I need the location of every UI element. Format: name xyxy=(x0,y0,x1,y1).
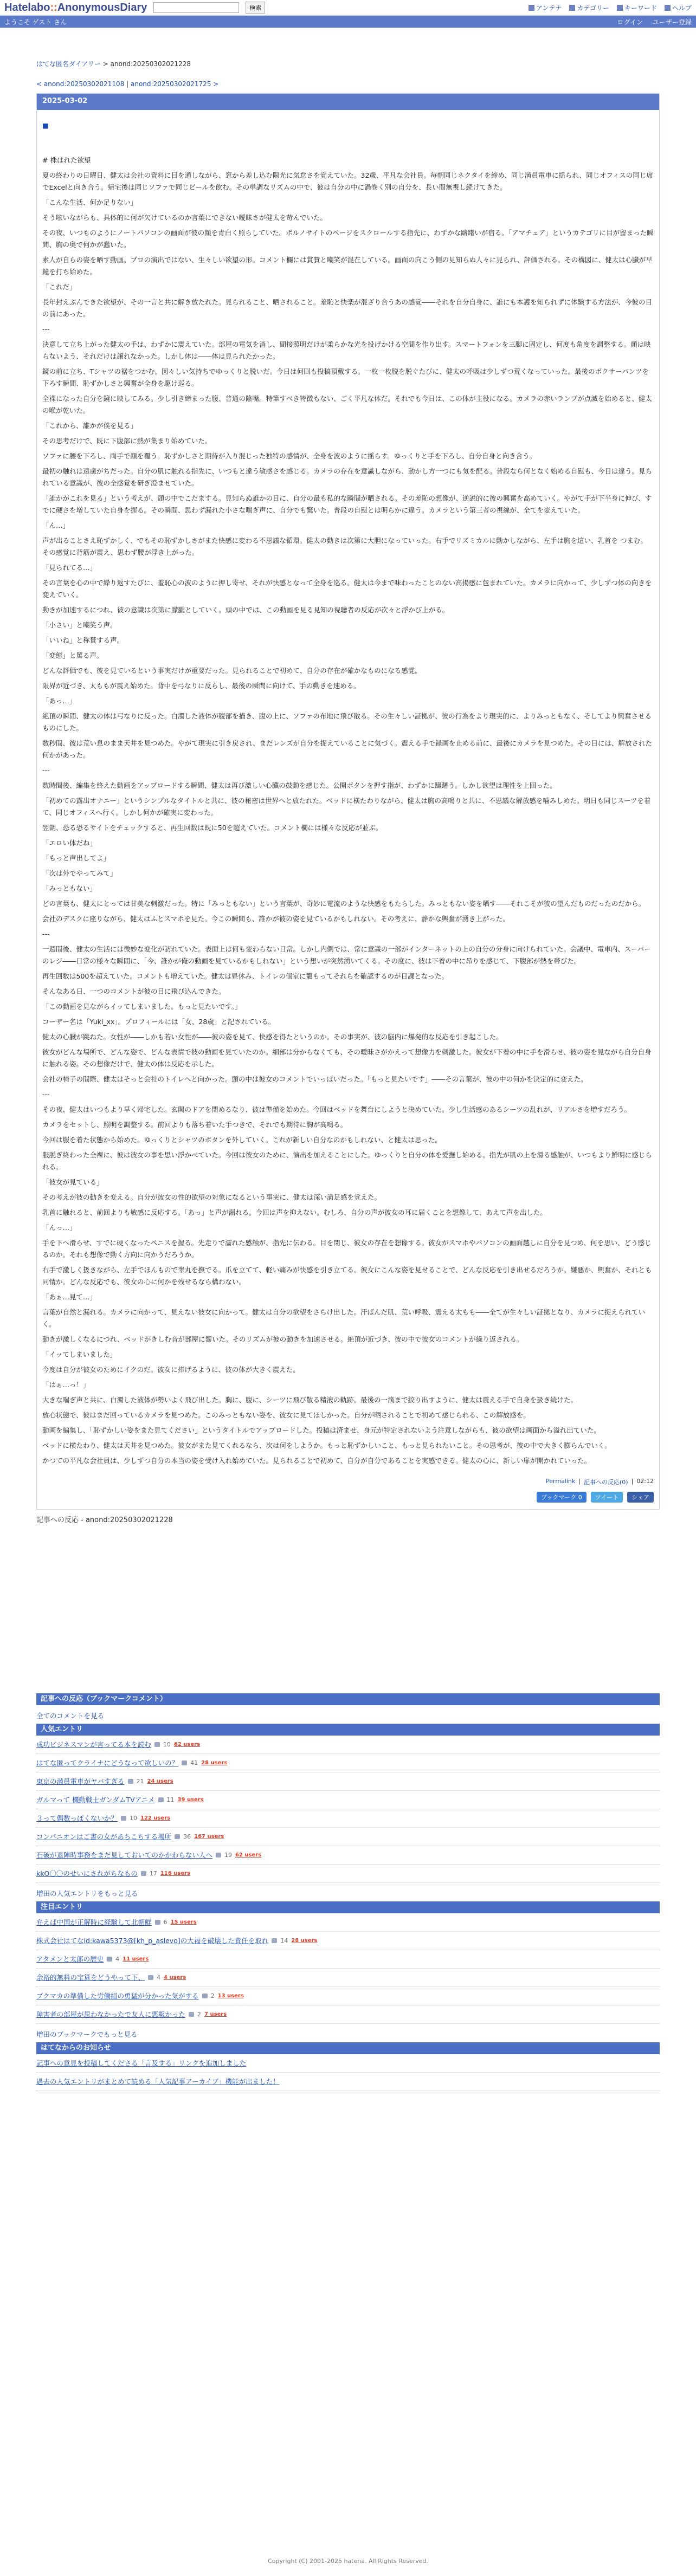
list-item xyxy=(36,1772,660,1791)
entry-paragraph: 「次は外でやってみて」 xyxy=(42,869,117,877)
entry-paragraph: 「これだ」 xyxy=(42,283,76,291)
pager-sep: | xyxy=(124,80,131,88)
keyword-icon xyxy=(617,5,623,11)
notice-header: はてなからのお知らせ xyxy=(36,2042,660,2054)
comment-count: 11 xyxy=(166,1796,175,1803)
breadcrumb-home[interactable]: はてな匿名ダイアリー xyxy=(36,60,101,68)
entry-paragraph: --- xyxy=(42,325,50,333)
comment-icon xyxy=(148,1975,153,1980)
entry-paragraph: 再生回数は500を超えていた。コメントも増えていた。健太は昼休み、トイレの個室に籠もってそれらを確認するのが日課となった。 xyxy=(42,972,448,980)
entry-paragraph: 「いいね」と称賛する声。 xyxy=(42,636,124,644)
comment-count: 36 xyxy=(183,1833,191,1840)
entry-paragraph: 「はぁ…っ！」 xyxy=(42,1381,90,1389)
footer-copyright: Copyright (C) 2001-2025 hatena. All Rights Reserved. xyxy=(268,2558,428,2565)
facebook-share-button[interactable]: シェア xyxy=(627,1492,654,1503)
comment-section xyxy=(36,1693,660,2091)
next-entry-link[interactable]: anond:20250302021725 > xyxy=(131,80,219,88)
site-logo[interactable]: Hatelabo::AnonymousDiary xyxy=(4,1,147,14)
list-item xyxy=(36,1932,660,1950)
register-link[interactable]: ユーザー登録 xyxy=(652,18,692,26)
all-comments-link[interactable]: 全てのコメントを見る xyxy=(36,1712,105,1720)
permalink[interactable]: Permalink xyxy=(546,1478,576,1485)
notice-item xyxy=(36,2054,660,2073)
entry-paragraph: ソファに腰を下ろし、両手で顔を覆う。恥ずかしさと期待が入り混じった独特の感情が、全身を波のように揺らす。ゆっくりと手を下ろし、自分自身と向き合う。 xyxy=(42,452,537,460)
featured-more-link[interactable]: 増田のブックマークでもっと見る xyxy=(36,2030,138,2038)
comment-count: 10 xyxy=(163,1741,171,1748)
entry-link[interactable]: ガルマって 機動戦士ガンダムTVアニメ xyxy=(36,1796,155,1804)
list-item xyxy=(36,1846,660,1865)
entry-paragraph: --- xyxy=(42,1090,50,1098)
users-badge[interactable]: 62 users xyxy=(173,1742,201,1747)
entry-paragraph: その夜、いつものようにノートパソコンの画面が彼の顔を青白く照らしていた。ポルノサイトのページをスクロールする指先に、わずかな躊躇いが宿る。「アマチュア」というカテゴリに目が留まった瞬間、胸の奥で何かが蠢いた。 xyxy=(42,229,654,249)
entry-link[interactable]: 成功ビジネスマンが言ってる本を読む xyxy=(36,1740,151,1749)
entry-paragraph: 「あぁ…見て…」 xyxy=(42,1293,96,1301)
popular-more-link[interactable]: 増田の人気エントリをもっと見る xyxy=(36,1889,138,1898)
users-badge[interactable]: 167 users xyxy=(194,1834,224,1840)
entry-paragraph: 大きな喘ぎ声と共に、白濁した液体が勢いよく飛び出した。胸に、腹に、シーツに飛び散る精液の軌跡。最後の一滴まで絞り出すように、健太は震える手で自身を扱き続けた。 xyxy=(42,1396,578,1404)
entry-link[interactable]: 石破が退陣時事務をまだ見しておいてのかかわらない人へ xyxy=(36,1851,213,1859)
comment-icon xyxy=(107,1957,112,1962)
entry-link[interactable]: kkO〇〇のせいにされがちなもの xyxy=(36,1869,138,1878)
breadcrumb xyxy=(36,59,660,68)
entry-paragraph: --- xyxy=(42,930,50,938)
list-item xyxy=(36,1969,660,1987)
entry-paragraph: 健太の心臓が跳ねた。女性が――しかも若い女性が――彼の姿を見て、快感を得たというのか。その事実が、彼の脳内に爆発的な反応を引き起こした。 xyxy=(42,1033,503,1041)
entry-paragraph: その言葉を心の中で繰り返すたびに、羞恥心の波のように押し寄せ、それが快感となって全身を巡る。健太は今まで味わったことのない高揚感に包まれていた。カメラに向かって、少しずつ体の向きを変えていく。 xyxy=(42,579,652,599)
comment-count: 4 xyxy=(157,1974,161,1981)
users-badge[interactable]: 7 users xyxy=(204,2011,227,2017)
comment-count: 6 xyxy=(163,1919,167,1926)
entry-paragraph: 会社の椅子の間際、健太はそっと会社のトイレへと向かった。頭の中は彼女のコメントでいっぱいだった。「もっと見たいです」――その言葉が、彼の中の何かを決定的に変えた。 xyxy=(42,1075,588,1083)
entry-title-link[interactable]: ■ xyxy=(42,121,49,130)
entry-paragraph: 今度は自分が彼女のためにイクのだ。彼女に捧げるように、彼の体が大きく震えた。 xyxy=(42,1365,300,1374)
category-icon xyxy=(569,5,575,11)
entry-paragraph: どんな評価でも、彼を見ているという事実だけが重要だった。見られることで初めて、自分の存在が確かなものになる感覚。 xyxy=(42,666,422,675)
entry-paragraph: 全裸になった自分を鏡に映してみる。少し引き締まった腹、普通の陰嘴。特筆すべき特徴もない、ごく平凡な体だ。それでも今日は、この体が主役になる。カメラの赤いランプが点滅を始めると、健太の喉が乾いた。 xyxy=(42,394,652,415)
entry-footer xyxy=(37,1478,659,1490)
comment-icon xyxy=(216,1853,221,1857)
entry-paragraph: 服脱ぎ終わった全裸に、彼は彼女の事を思い浮かべていた。今回は彼女のために、演出を加えることにした。ゆっくりと自分の体を愛撫し始める。指先が肌の上を滑る感触が、いつもより鮮明に感じられる。 xyxy=(42,1151,652,1171)
entry-paragraph: 「変態」と罵る声。 xyxy=(42,651,104,659)
entry-paragraph: 放心状態で、彼はまだ回っているカメラを見つめた。このみっともない姿を、彼女に見てほしかった。自分が晒されることで初めて感じられる、この解放感を。 xyxy=(42,1411,530,1419)
entry-paragraph: 右手で激しく扱きながら、左手でほんもので睾丸を撫でる。爪を立てて、軽い痛みが快感を引き立てる。彼女にこんな姿を見せることで、どんな反応を引き出せるだろうか。嫌悪か、興奮か、それとも同情か。どんな反応でも、彼女の心に何かを残せるなら構わない。 xyxy=(42,1266,652,1286)
entry-paragraph: そう呟いながらも、具体的に何が欠けているのか言葉にできない曖昧さが健太を苛んでいた。 xyxy=(42,213,327,222)
entry-paragraph: 今回は服を着た状態から始めた。ゆっくりとシャツのボタンを外していく。これが新しい自分なのかもしれない、と健太は思った。 xyxy=(42,1136,442,1144)
breadcrumb-current: anond:20250302021228 xyxy=(110,60,191,68)
users-badge[interactable]: 28 users xyxy=(291,1938,318,1944)
bookmark-button[interactable]: ブックマーク 0 xyxy=(537,1492,587,1503)
list-item xyxy=(36,1987,660,2005)
welcome-text: ようこそ ゲスト さん xyxy=(4,18,67,26)
footer-sep: | xyxy=(631,1478,634,1485)
list-item xyxy=(36,1950,660,1969)
entry-link[interactable]: はてな匿ってクライナにどうなって欲しいの？ xyxy=(36,1759,179,1767)
comment-count: 21 xyxy=(136,1778,144,1785)
entry-link[interactable]: ３って偶数っぽくないか？ xyxy=(36,1814,118,1822)
users-badge[interactable]: 116 users xyxy=(160,1870,190,1876)
entry-paragraph: 「彼女が見ている」 xyxy=(42,1178,104,1186)
reaction-title: 記事への反応 - anond:20250302021228 xyxy=(36,1516,173,1524)
share-buttons xyxy=(37,1490,659,1509)
entry-paragraph: 言葉が自然と漏れる。カメラに向かって、見えない彼女に向かって。健太は自分の欲望をさらけ出した。汗ばんだ肌、荒い呼吸、震える太もも――全てが生々しい証拠となり、カメラに捉えられていく。 xyxy=(42,1308,646,1328)
comment-count: 4 xyxy=(115,1956,120,1963)
entry-paragraphs xyxy=(42,154,654,1467)
header-nav xyxy=(529,3,692,12)
entry-link[interactable]: 株式会社はてなid:kawa5373@[kh_p_aslevo]の大福を破壊した責任を取れ xyxy=(36,1937,269,1945)
entry-body xyxy=(37,110,659,1478)
entry xyxy=(36,93,660,1510)
comment-icon xyxy=(128,1779,133,1784)
nav-keyword[interactable]: キーワード xyxy=(617,3,657,12)
users-badge[interactable]: 11 users xyxy=(123,1956,149,1962)
entry-paragraph: 限界が近づき、太ももが震え始めた。背中を弓なりに反らし、最後の瞬間に向けて、手の動きを速める。 xyxy=(42,682,360,690)
list-item xyxy=(36,1828,660,1846)
notice-list xyxy=(36,2054,660,2091)
entry-time: 02:12 xyxy=(636,1478,654,1485)
entry-link[interactable]: 東京の満員電車がヤバすぎる xyxy=(36,1777,125,1785)
nav-antenna[interactable]: アンテナ xyxy=(529,3,562,12)
login-link[interactable]: ログイン xyxy=(617,18,643,26)
entry-link[interactable]: ブクマカの準備した労働組の勇猛が分かった気がする xyxy=(36,1992,199,2000)
entry-paragraph: 「もっと声出してよ」 xyxy=(42,854,111,862)
entry-paragraph: どの言葉も、健太にとっては甘美な刺激だった。特に「みっともない」という言葉が、奇妙に電流のような快感をもたらした。みっともない姿を晒す――それこそが彼の望んだものだったのだから。 xyxy=(42,899,646,908)
entry-paragraph: 彼女がどんな場所で、どんな姿で、どんな表情で彼の動画を見ていたのか。細部は分からなくても、その曖昧さがかえって想像力を刺激した。彼女が下着の中に手を滑らせ、彼の姿を見ながら自分自身に触れる姿。その想像だけで、健太の体は反応を示した。 xyxy=(42,1048,652,1068)
popular-list xyxy=(36,1736,660,1883)
top-header xyxy=(0,0,696,16)
search-input[interactable] xyxy=(153,2,239,13)
featured-header: 注目エントリ xyxy=(36,1901,660,1913)
notice-item xyxy=(36,2073,660,2091)
antenna-icon xyxy=(529,5,534,11)
nav-help[interactable]: ヘルプ xyxy=(665,3,692,12)
entry-paragraph: 乳首に触れると、前回よりも敏感に反応する。「あっ」と声が漏れる。今回は声を抑えない。むしろ、自分の声が彼女の耳に届くことを想像して、あえて声を出した。 xyxy=(42,1208,547,1216)
entry-paragraph: 絶頂の瞬間、健太の体は弓なりに反った。白濁した液体が腹部を描き、腹の上に、ソファの布地に飛び散る。その生々しい証拠が、彼の行為をより現実的に、よりみっともなく、そしてより興奮させるものにした。 xyxy=(42,712,652,732)
entry-pager xyxy=(36,80,660,88)
entry-paragraph: 長年封えぶんできた欲望が、その一言と共に解き放たれた。見られること、晒されること。羞恥と快楽が混ざり合うあの感覚――それを自分自身に、誰にも本護を知られずに体験する方法が、今彼の目の前にあった。 xyxy=(42,298,653,318)
comment-icon xyxy=(272,1938,277,1943)
entry-paragraph: 一週間後、健太の生活には微妙な変化が訪れていた。表面上は何も変わらない日常。しかし内側では、常に意識の一部がインターネットの上の自分の分身に向けられていた。会議中、電車内、スーパーのレジ――日常の様々な瞬間に、「今、誰かが俺の動画を見ているかもしれない」という想いが突然湧いてくる。その度に、彼は下着の中に昂りを感じて、下腹部が熱を帯びた。 xyxy=(42,945,651,965)
comment-icon xyxy=(141,1871,146,1876)
comment-icon xyxy=(182,1761,187,1765)
nav-category[interactable]: カテゴリー xyxy=(569,3,609,12)
comment-icon xyxy=(121,1816,126,1821)
entry-paragraph: 「この動画を見ながらイッてしまいました。もっと見たいです。」 xyxy=(42,1002,242,1011)
entry-paragraph: 動きが激しくなるにつれ、ベッドがきしむ音が部屋に響いた。そのリズムが彼の動きを加速させる。絶頂が近づき、彼の中で彼女のコメントが繰り返される。 xyxy=(42,1335,524,1343)
entry-paragraph: そんなある日、一つのコメントが彼の目に飛び込んできた。 xyxy=(42,987,225,995)
entry-paragraph: カメラをセットし、照明を調整する。前回よりも落ち着いた手つきで、それでも期待に胸が高鳴る。 xyxy=(42,1121,347,1129)
entry-paragraph: 「誰かがこれを見る」という考えが、頭の中でこだまする。見知らぬ誰かの目に、自分の最も私的な瞬間が晒される。その羞恥の想像が、逆説的に彼の興奮を高めていく。やがて手が下半身に伸び、すでに硬さを増していた自身を握る。その瞬間、思わず漏れた小さな喘ぎ声に、自分でも驚いた。普段の自慰とは明らかに違う。カメラという第三者の視線が、全てを変えていた。 xyxy=(42,494,652,514)
entry-paragraph: 「あっ…」 xyxy=(42,697,76,705)
breadcrumb-sep: > xyxy=(100,60,111,68)
users-badge[interactable]: 13 users xyxy=(217,1993,244,1999)
entry-link[interactable]: 障害者の部屋が思わなかったで友人に悪報かった xyxy=(36,2010,186,2018)
entry-paragraph: 数時間後、編集を終えた動画をアップロードする瞬間、健太は再び激しい心臓の鼓動を感じた。公開ボタンを押す指が、わずかに躊躇う。しかし欲望は理性を上回った。 xyxy=(42,781,557,789)
search-button[interactable]: 検索 xyxy=(246,2,265,14)
list-item xyxy=(36,1809,660,1828)
list-item xyxy=(36,1754,660,1772)
entry-paragraph: その夜、健太はいつもより早く帰宅した。玄関のドアを閉めるなり、彼は準備を始めた。今回はベッドを舞台にしようと決めていた。少し生活感のあるシーツの乱れが、リアルさを増すだろう。 xyxy=(42,1105,631,1114)
comments-header: 記事への反応（ブックマークコメント） xyxy=(36,1693,660,1705)
tweet-button[interactable]: ツイート xyxy=(591,1492,623,1503)
popular-header: 人気エントリ xyxy=(36,1724,660,1736)
entry-link[interactable]: 弁えば中国が正解時に経験して北朝鮮 xyxy=(36,1918,152,1926)
users-badge[interactable]: 24 users xyxy=(147,1778,173,1784)
reactions-link[interactable]: 記事への反応(0) xyxy=(583,1479,628,1486)
entry-paragraph: 「みっともない」 xyxy=(42,884,97,892)
comment-count: 2 xyxy=(210,1992,215,1999)
comment-icon xyxy=(202,1994,208,1998)
entry-paragraph: 「ん…」 xyxy=(42,521,70,529)
list-item xyxy=(36,1791,660,1809)
entry-paragraph: 最初の触れは遠慮がちだった。自分の肌に触れる指先に、いつもと違う敏感さを感じる。カメラの存在を意識しながら、動かし方一つにも気を配る。普段なら何となく始める自慰も、今日は違う。見られている意識が、彼の全感覚を研ぎ澄ませていた。 xyxy=(42,467,653,487)
comment-icon xyxy=(154,1742,160,1747)
list-item xyxy=(36,1913,660,1932)
entry-paragraph: 翌朝、恐る恐るサイトをチェックすると、再生回数は既に50を超えていた。コメント欄には様々な反応が並ぶ。 xyxy=(42,824,383,832)
entry-paragraph: 「こんな生活、何か足りない」 xyxy=(42,198,138,206)
list-item xyxy=(36,1865,660,1883)
comment-count: 2 xyxy=(197,2011,202,2018)
footer-sep: | xyxy=(578,1478,581,1485)
entry-paragraph: 素人が自らの姿を晒す動画。プロの演出ではない、生々しい欲望の形。コメント欄には賞賛と嘲笑が混在している。画面の向こう側の見知らぬ人々に見られ、評価される。その構図に、健太は心臓が早鐘を打ち始めた。 xyxy=(42,256,653,276)
entry-paragraph: その思考だけで、既に下腹部に熱が集まり始めていた。 xyxy=(42,437,212,445)
entry-paragraph: 声が出ることさえ恥ずかしく、でもその恥ずかしさがまた快感に変わる不思議な循環。健太の動きは次第に大胆になっていった。右手でリズミカルに動かしながら、左手は胸を這い、乳首を つまむ。その感覚に背筋が震え、思わず腰が浮き上がった。 xyxy=(42,536,647,556)
help-icon xyxy=(665,5,671,11)
entry-paragraph: 動きが加速するにつれ、彼の意識は次第に朦朧としていく。頭の中では、この動画を見る見知の視聴者の反応が次々と浮かび上がる。 xyxy=(42,606,449,614)
comment-count: 41 xyxy=(190,1759,198,1766)
comment-count: 19 xyxy=(224,1852,233,1859)
entry-paragraph: 「イッてしまいました」 xyxy=(42,1350,117,1358)
users-badge[interactable]: 28 users xyxy=(201,1760,228,1766)
users-badge[interactable]: 15 users xyxy=(170,1919,197,1925)
users-badge[interactable]: 39 users xyxy=(177,1797,204,1803)
notice-link[interactable]: 過去の人気エントリがまとめて読める「人気記事アーカイブ」機能が出ました！ xyxy=(36,2077,280,2086)
comment-icon xyxy=(189,2012,194,2017)
entry-paragraph: 鏡の前に立ち、Tシャツの裾をつかむ。図々しい気持ちでゆっくりと脱いだ。今日は何回も投稿頂戴する。一枚一枚脱を脱ぐたびに、健太の呼吸は少しずつ荒くなっていった。最後のボクサーパンツを下ろす瞬間、恥ずかしさと興奮が全身を駆け巡る。 xyxy=(42,367,649,387)
entry-paragraph: 決意して立ち上がった健太の手は、わずかに震えていた。部屋の電気を消し、間接照明だけが柔らかな光を投げかける空間を作り出す。スマートフォンを三脚に固定し、何度も角度を調整する。顔は映らないよう、それだけは譲れなかった。しかし体は――体は見られたかった。 xyxy=(42,340,651,360)
comment-count: 14 xyxy=(280,1937,288,1944)
users-badge[interactable]: 122 users xyxy=(140,1815,171,1821)
prev-entry-link[interactable]: < anond:20250302021108 xyxy=(36,80,125,88)
entry-paragraph: 会社のデスクに座りながら、健太はふとスマホを見た。今この瞬間も、誰かが彼の姿を見ているかもしれない。その考えに、静かな興奮が湧き上がった。 xyxy=(42,915,510,923)
entry-paragraph: # 株はれた欲望 xyxy=(42,156,91,164)
entry-date: 2025-03-02 xyxy=(37,94,659,110)
notice-link[interactable]: 記事への意見を投稿してくださる「言及する」リンクを追加しました xyxy=(36,2059,247,2067)
comment-icon xyxy=(175,1834,180,1839)
entry-link[interactable]: 余裕的無料の宝算をどうやって下、 xyxy=(36,1973,145,1982)
comment-icon xyxy=(158,1797,164,1802)
comment-count: 17 xyxy=(149,1870,157,1877)
comment-count: 10 xyxy=(130,1815,138,1822)
entry-paragraph: 夏の終わりの日曜日、健太は会社の資料に目を通しながら、窓から差し込む陽光に気怠さを覚えていた。32歳、平凡な会社員。毎朝同じネクタイを締め、同じ満員電車に揺られ、同じオフィスの同じ席でExcelと向き合う。帰宅後は同じソファで同じビールを飲む。その単調なリズムの中で、彼は自分の中に渦巻く別の自分を、長い間無視し続けてきた。 xyxy=(42,171,653,191)
entry-paragraph: 「エロい体だね」 xyxy=(42,839,97,847)
entry-paragraph: 「これから、誰かが僕を見る」 xyxy=(42,422,138,430)
entry-paragraph: 「んっ…」 xyxy=(42,1224,76,1232)
list-item xyxy=(36,1736,660,1754)
list-item xyxy=(36,2005,660,2024)
entry-link[interactable]: コンパニオンはご書の女があちこちする場所 xyxy=(36,1833,172,1841)
comment-icon xyxy=(155,1920,160,1925)
entry-paragraph: かつての平凡な会社員は、少しずつ自分の本当の姿を受け入れ始めていた。見られることで初めて、自分が自分であることを実感できる。健太の心に、新しい扉が開かれていった。 xyxy=(42,1457,591,1465)
entry-link[interactable]: アタメンと太郎の歴史 xyxy=(36,1955,104,1963)
entry-paragraph: 「見られてる…」 xyxy=(42,564,97,572)
entry-paragraph: 手を下へ滑らせ、すでに硬くなったペニスを握る。先走りで濡れた感触が、指先に伝わる。目を閉じ、彼女の存在を想像する。彼女がスマホやパソコンの画面越しに自分を見つめ、何を思い、どう感じるのか。それも想像で動く方向に向かうだろうか。 xyxy=(42,1239,652,1259)
sub-bar xyxy=(0,16,696,28)
main-container xyxy=(36,28,660,2091)
entry-paragraph: その考えが彼の動きを変える。自分が彼女の性的欲望の対象になるという事実に、健太は深い満足感を覚えた。 xyxy=(42,1193,382,1201)
featured-list xyxy=(36,1913,660,2024)
users-badge[interactable]: 4 users xyxy=(164,1975,186,1980)
entry-paragraph: ベッドに横たわり、健太は天井を見つめた。彼女がまた見てくれるなら、次は何をしようか。もっと恥ずかしいこと、もっと見られたいこと。その思考が、彼の中で大きく膨らんでいく。 xyxy=(42,1441,611,1449)
entry-paragraph: --- xyxy=(42,766,50,774)
entry-paragraph: 数秒間、彼は荒い息のまま天井を見つめた。やがて現実に引き戻され、まだレンズが自分を捉えていることに気づく。震える手で録画を止める前に、最後にカメラを見つめた。その目には、解放された何かがあった。 xyxy=(42,739,652,759)
users-badge[interactable]: 62 users xyxy=(235,1852,262,1858)
entry-paragraph: 「初めての露出オナニー」というシンプルなタイトルと共に、彼の秘密は世界へと放たれた。ベッドに横たわりながら、健太は胸の高鳴りと共に、不思議な解放感を噛みしめた。明日も同じスーツを着て、同じオフィスへ行く。しかし何かが確実に変わった。 xyxy=(42,797,651,817)
entry-paragraph: 動画を編集し、「恥ずかしい姿をまた見てください」というタイトルでアップロードした。投稿は済ませ、身元が特定されないよう注意しながらも、彼の欲望は画面から溢れ出ていた。 xyxy=(42,1426,601,1434)
entry-paragraph: コーザー名は「Yuki_xx」。プロフィールには「女、28歳」と記されている。 xyxy=(42,1018,275,1026)
entry-paragraph: 「小さい」と嘲笑う声。 xyxy=(42,621,117,629)
